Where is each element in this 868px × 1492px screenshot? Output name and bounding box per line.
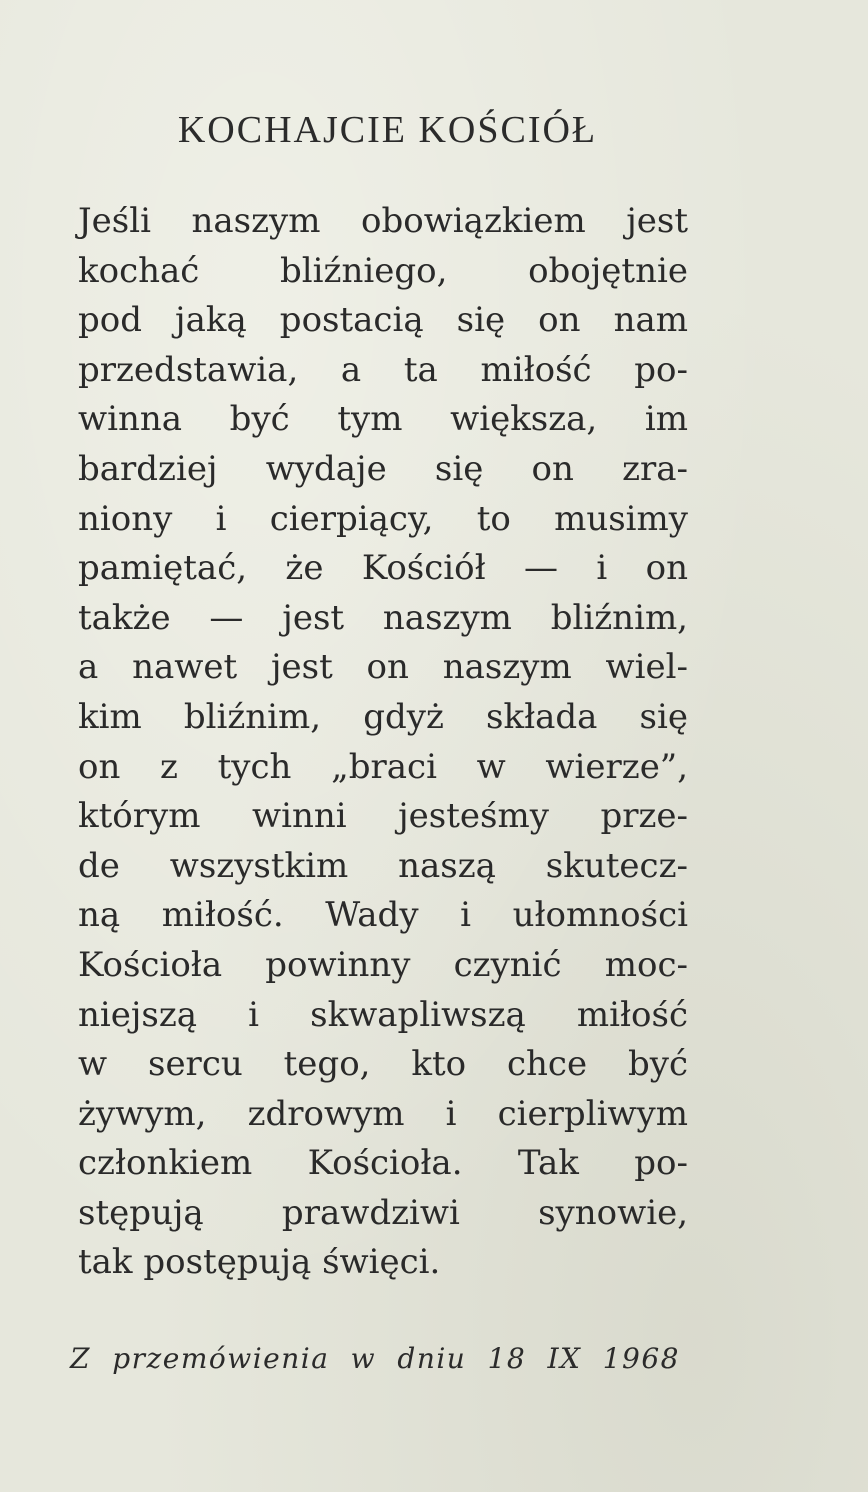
text-line: członkiem Kościoła. Tak po- xyxy=(78,1143,688,1184)
text-line: on z tych „braci w wierze”, xyxy=(78,746,688,787)
page-title: KOCHAJCIE KOŚCIÓŁ xyxy=(177,109,598,151)
text-line: a nawet jest on naszym wiel- xyxy=(78,647,688,688)
text-line: pod jaką postacią się on nam xyxy=(78,300,688,341)
text-line: kochać bliźniego, obojętnie xyxy=(78,250,688,291)
body-paragraph xyxy=(78,197,688,1288)
text-line: w sercu tego, kto chce być xyxy=(78,1044,688,1085)
text-line: ną miłość. Wady i ułomności xyxy=(78,895,688,936)
text-line: tak postępują święci. xyxy=(78,1242,441,1283)
source-citation: Z przemówienia w dniu 18 IX 1968 xyxy=(70,1342,680,1375)
text-line: kim bliźnim, gdyż składa się xyxy=(78,696,688,737)
text-line: de wszystkim naszą skutecz- xyxy=(78,845,688,886)
text-line: którym winni jesteśmy prze- xyxy=(78,796,688,837)
text-line: stępują prawdziwi synowie, xyxy=(78,1192,688,1233)
text-line: bardziej wydaje się on zra- xyxy=(78,448,688,489)
text-line: pamiętać, że Kościół — i on xyxy=(78,548,688,589)
text-line: przedstawia, a ta miłość po- xyxy=(78,349,688,390)
text-line: Kościoła powinny czynić moc- xyxy=(78,944,688,985)
text-line: winna być tym większa, im xyxy=(78,399,688,440)
text-line: niejszą i skwapliwszą miłość xyxy=(78,994,688,1035)
text-line: także — jest naszym bliźnim, xyxy=(78,597,688,638)
text-line: żywym, zdrowym i cierpliwym xyxy=(78,1093,688,1134)
text-line: niony i cierpiący, to musimy xyxy=(78,498,688,539)
text-line: Jeśli naszym obowiązkiem jest xyxy=(78,201,688,241)
